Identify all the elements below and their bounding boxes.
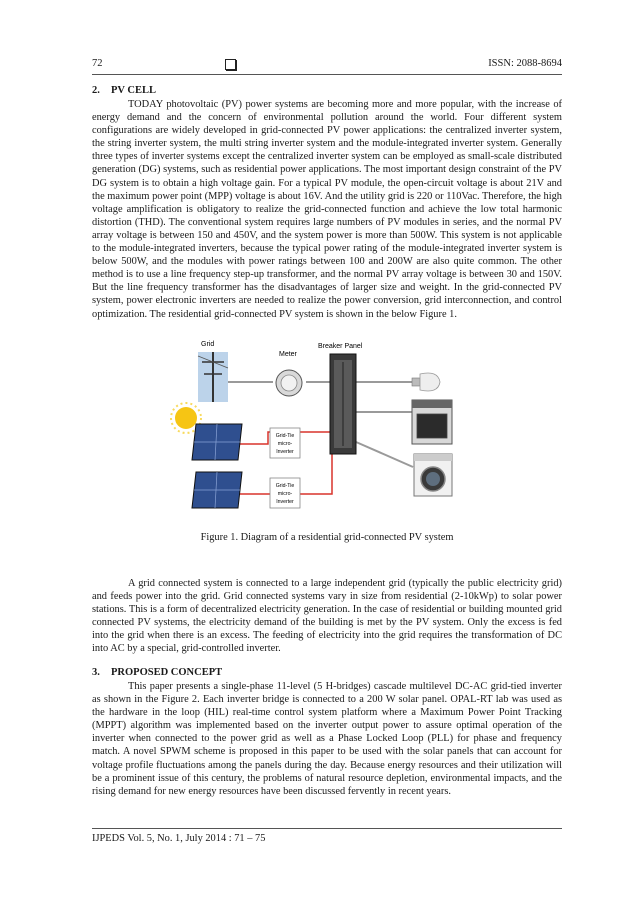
solar-panel-icon xyxy=(192,472,242,508)
section-2-heading xyxy=(92,85,156,96)
inverter-1-label-line-2: micro- xyxy=(277,441,293,447)
section-3-number: 3. xyxy=(92,667,100,678)
breaker-panel-icon xyxy=(330,354,356,454)
journal-issn: ISSN: 2088-8694 xyxy=(488,58,562,69)
stove-icon xyxy=(412,400,452,444)
label-grid: Grid xyxy=(201,341,215,348)
washing-machine-icon xyxy=(414,454,452,496)
section-2-paragraph-2: A grid connected system is connected to a large independent grid (typically the public electricity grid) and feeds power into the grid. Grid connected systems vary in size from residential (2-10kWp) to solar power stations. This is a form of decentralized electricity generation. In the case of residential or building mounted grid connected PV systems, the electricity demand of the building is met by the PV system. Only the excess is fed into the grid when there is an excess. The feeding of electricity into the grid requires the transformation of DC into AC by a special, grid-controlled inverter. xyxy=(92,578,562,655)
inverter-2-label-line-2: micro- xyxy=(277,491,293,497)
page-header xyxy=(92,58,562,74)
section-2-title: PV CELL xyxy=(111,85,157,96)
inverter-2-label-line-3: Inverter xyxy=(276,499,294,505)
inverter-1-label-line-1: Grid-Tie xyxy=(275,433,295,439)
section-3-title: PROPOSED CONCEPT xyxy=(111,667,223,678)
inverter-1-label-line-3: Inverter xyxy=(276,449,294,455)
figure-1-diagram xyxy=(168,332,478,522)
footer-divider xyxy=(92,828,562,829)
label-meter: Meter xyxy=(279,351,297,358)
label-breaker-panel: Breaker Panel xyxy=(318,343,363,350)
section-2-number: 2. xyxy=(92,85,100,96)
journal-citation-footer: IJPEDS Vol. 5, No. 1, July 2014 : 71 – 75 xyxy=(92,833,266,844)
figure-1-caption: Figure 1. Diagram of a residential grid-connected PV system xyxy=(200,532,454,543)
section-2-paragraph-1: TODAY photovoltaic (PV) power systems are becoming more and more popular, with the increase of energy demand and the concern of environmental pollution around the world. Four different system configurations are widely developed in grid-connected PV power applications: the centralized inverter system, the string inverter system, the multi string inverter system and the module-integrated inverter system. Generally three types of inverter systems except the centralized inverter system can be employed as small-scale distributed generation (DG) systems, such as residential power applications. The most important design constraint of the PV DG system is to obtain a high voltage gain. For a typical PV module, the open-circuit voltage is about 21V and the maximum power point (MPP) voltage is about 16V. And the utility grid is 220 or 110Vac. Therefore, the high voltage amplification is obligatory to realize the grid-connected function and achieve the low total harmonic distortion (THD). The conventional system requires large numbers of PV modules in series, and the normal PV array voltage is between 150 and 450V, and the system power is more than 500W. This system is not applicable to the module-integrated inverters, because the typical power rating of the module-integrated inverter system is below 500W, and the modules with power ratings between 100 and 200W are also quite common. The other method is to use a line frequency step-up transformer, and the normal PV array voltage is between 30 and 150V. But the line frequency transformer has the disadvantages of larger size and weight. In the grid-connected PV system, power electronic inverters are needed to realize the power conversion, grid interconnection, and control optimization. The residential grid-connected PV system is shown in the below Figure 1. xyxy=(92,99,562,320)
electric-meter-icon xyxy=(276,370,302,396)
checkbox-symbol-icon xyxy=(225,59,236,70)
power-grid-tower-icon xyxy=(198,352,228,402)
wiring xyxy=(220,382,416,494)
light-bulb-icon xyxy=(412,373,440,391)
section-3-heading xyxy=(92,667,222,678)
page-number: 72 xyxy=(92,58,103,69)
grid-tie-micro-inverter-1 xyxy=(270,428,300,458)
section-3-paragraph-1: This paper presents a single-phase 11-level (5 H-bridges) cascade multilevel DC-AC grid-tied inverter as shown in the Figure 2. Each inverter bridge is connected to a 200 W solar panel. OPAL-RT lab was used as the hardware in the loop (HIL) real-time control system platform where a Maximum Power Point Tracking (MPPT) algorithm was implemented based on the inverter output power to assure optimal operation of the inverter when connected to the power grid as well as a Phase Locked Loop (PLL) for phase and frequency match. A novel SPWM scheme is proposed in this paper to be used with the solar panels that can account for voltage profile fluctuations among the panels during the day. Because energy resources and their utilization will be a prominent issue of this century, the problems of natural resource depletion, environmental impacts, and the rising demand for new energy resources have been discussed fervently in recent years. xyxy=(92,681,562,797)
inverter-2-label-line-1: Grid-Tie xyxy=(275,483,295,489)
header-divider xyxy=(92,74,562,75)
solar-panel-icon xyxy=(192,424,242,460)
grid-tie-micro-inverter-2 xyxy=(270,478,300,508)
